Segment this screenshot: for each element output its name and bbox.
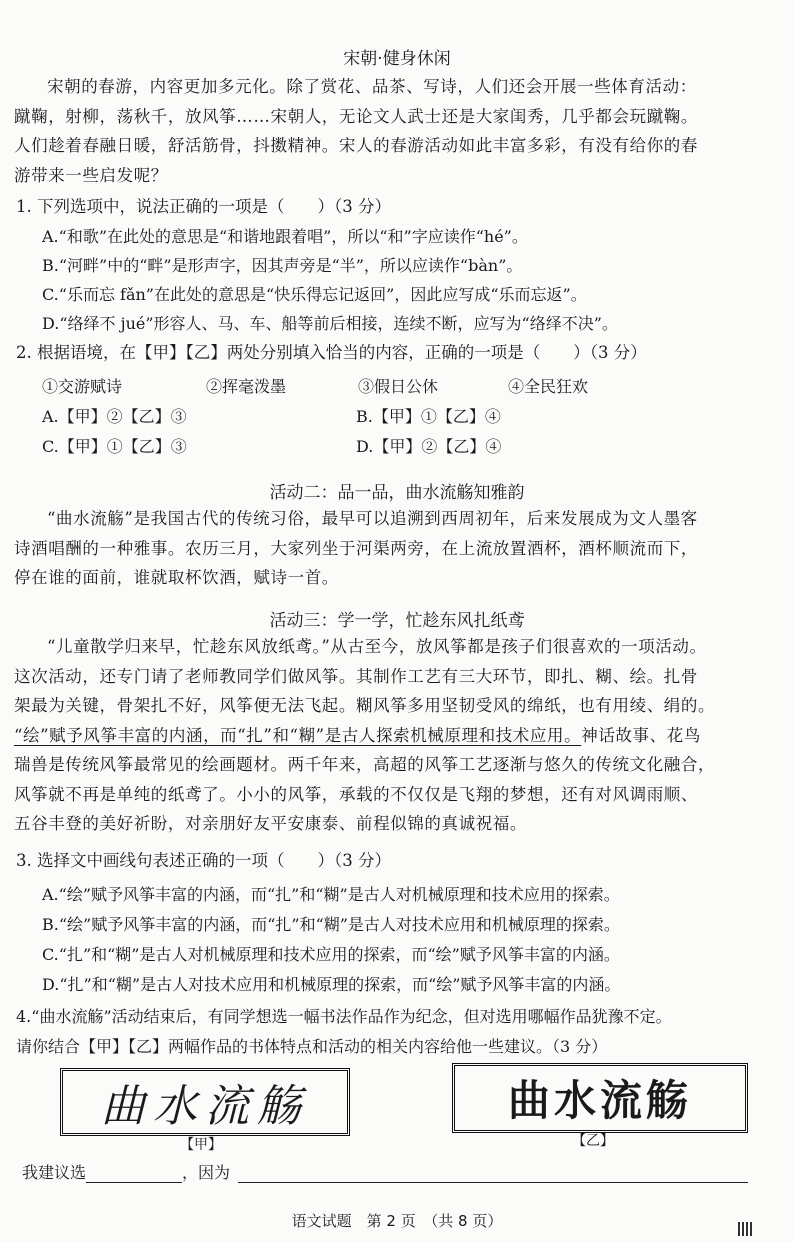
activity-3-line: 这次活动，还专门请了老师教同学们做风筝。其制作工艺有三大环节，即扎、糊、绘。扎骨 (14, 666, 698, 686)
q2-option-c[interactable]: C.【甲】①【乙】③ (42, 437, 187, 456)
question-2-stem: 2. 根据语境，在【甲】【乙】两处分别填入恰当的内容，正确的一项是（ ）（3 分） (16, 343, 647, 362)
q2-choice-1: ①交游赋诗 (42, 377, 123, 396)
caption-jia: 【甲】 (180, 1137, 222, 1153)
q2-option-b[interactable]: B.【甲】①【乙】④ (356, 407, 501, 426)
q1-option-b[interactable]: B.“河畔”中的“畔”是形声字，因其声旁是“半”，所以应读作“bàn”。 (42, 256, 523, 275)
page-footer: 语文试题 第 2 页 （共 8 页） (291, 1212, 503, 1230)
intro-line: 蹴鞠，射柳，荡秋千，放风筝……宋朝人，无论文人武士还是大家闺秀，几乎都会玩蹴鞠。 (14, 106, 698, 126)
activity-2-line: 诗酒唱酬的一种雅事。农历三月，大家列坐于河渠两旁，在上流放置酒杯，酒杯顺流而下， (14, 538, 698, 558)
calligraphy-work-jia (60, 1068, 350, 1136)
q1-option-a[interactable]: A.“和歌”在此处的意思是“和谐地跟着唱”，所以“和”字应读作“hé”。 (42, 227, 528, 246)
q2-choice-2: ②挥毫泼墨 (206, 377, 287, 396)
answer-mid: ，因为 (182, 1163, 231, 1182)
intro-line: 人们趁着春融日暖，舒活筋骨，抖擞精神。宋人的春游活动如此丰富多彩，有没有给你的春 (14, 136, 698, 155)
q3-option-b[interactable]: B.“绘”赋予风筝丰富的内涵，而“扎”和“糊”是古人对技术应用和机械原理的探索。 (42, 915, 620, 934)
answer-blank-choice[interactable] (86, 1182, 182, 1183)
answer-prefix: 我建议选 (22, 1163, 87, 1182)
activity-3-line: 神话故事、花鸟 (581, 725, 701, 745)
calligraphy-work-yi (452, 1063, 748, 1133)
activity-3-paragraph (14, 632, 780, 839)
activity-2-title: 活动二：品一品，曲水流觞知雅韵 (269, 483, 525, 503)
q2-option-d[interactable]: D.【甲】②【乙】④ (356, 437, 502, 456)
intro-paragraph (14, 72, 780, 190)
activity-3-line: “儿童散学归来早，忙趁东风放纸鸢。”从古至今，放风筝都是孩子们很喜欢的一项活动。 (47, 637, 707, 656)
activity-2-line: “曲水流觞”是我国古代的传统习俗，最早可以追溯到西周初年，后来发展成为文人墨客 (47, 509, 698, 528)
activity-3-line: 五谷丰登的美好祈盼，对亲朋好友平安康泰、前程似锦的真诚祝福。 (14, 814, 527, 833)
activity-3-line: 瑞兽是传统风筝最常见的绘画题材。两千年来，高超的风筝工艺逐渐与悠久的传统文化融合， (14, 755, 716, 774)
caption-yi: 【乙】 (572, 1133, 614, 1149)
q1-option-d[interactable]: D.“络绎不 jué”形容人、马、车、船等前后相接，连续不断，应写为“络绎不决”。 (42, 314, 618, 333)
question-4-stem-line-1: 4.“曲水流觞”活动结束后，有同学想选一幅书法作品作为纪念，但对选用哪幅作品犹豫不定。 (16, 1007, 672, 1026)
question-3-stem: 3. 选择文中画线句表述正确的一项（ ）（3 分） (16, 851, 391, 870)
q2-choice-4: ④全民狂欢 (508, 377, 589, 396)
answer-blank-reason[interactable] (238, 1182, 748, 1183)
section-title: 宋朝·健身休闲 (343, 49, 451, 69)
q3-option-a[interactable]: A.“绘”赋予风筝丰富的内涵，而“扎”和“糊”是古人对机械原理和技术应用的探索。 (42, 885, 620, 904)
activity-3-line: 架最为关键，骨架扎不好，风筝便无法飞起。糊风筝多用坚韧受风的绵纸，也有用绫、绢的。 (14, 696, 716, 715)
q3-option-c[interactable]: C.“扎”和“糊”是古人对机械原理和技术应用的探索，而“绘”赋予风筝丰富的内涵。 (42, 945, 620, 964)
answer-line (22, 1160, 748, 1183)
question-4-stem-line-2: 请你结合【甲】【乙】两幅作品的书体特点和活动的相关内容给他一些建议。（3 分） (16, 1037, 608, 1056)
q2-choice-3: ③假日公休 (358, 377, 439, 396)
qr-code-icon (738, 1222, 752, 1236)
q2-option-a[interactable]: A.【甲】②【乙】③ (42, 407, 187, 426)
underlined-sentence: “绘”赋予风筝丰富的内涵，而“扎”和“糊”是古人探索机械原理和技术应用。 (14, 725, 582, 745)
activity-2-line: 停在谁的面前，谁就取杯饮酒，赋诗一首。 (14, 568, 339, 587)
activity-3-title: 活动三：学一学，忙趁东风扎纸鸢 (269, 611, 525, 631)
activity-3-line: 风筝就不再是单纯的纸鸢了。小小的风筝，承载的不仅仅是飞翔的梦想，还有对风调雨顺、 (14, 784, 698, 804)
q3-option-d[interactable]: D.“扎”和“糊”是古人对技术应用和机械原理的探索，而“绘”赋予风筝丰富的内涵。 (42, 975, 621, 994)
intro-line: 游带来一些启发呢？ (14, 165, 168, 185)
activity-2-paragraph (14, 504, 780, 593)
calligraphy-text-jia: 曲水流觞 (101, 1081, 309, 1132)
calligraphy-text-yi: 曲水流觞 (507, 1076, 692, 1125)
intro-line: 宋朝的春游，内容更加多元化。除了赏花、品茶、写诗，人们还会开展一些体育活动： (47, 77, 697, 96)
activity-3-line-with-underline (14, 721, 780, 751)
question-1-stem: 1. 下列选项中，说法正确的一项是（ ）（3 分） (16, 197, 391, 216)
q1-option-c[interactable]: C.“乐而忘 fǎn”在此处的意思是“快乐得忘记返回”，因此应写成“乐而忘返”。 (42, 285, 587, 304)
